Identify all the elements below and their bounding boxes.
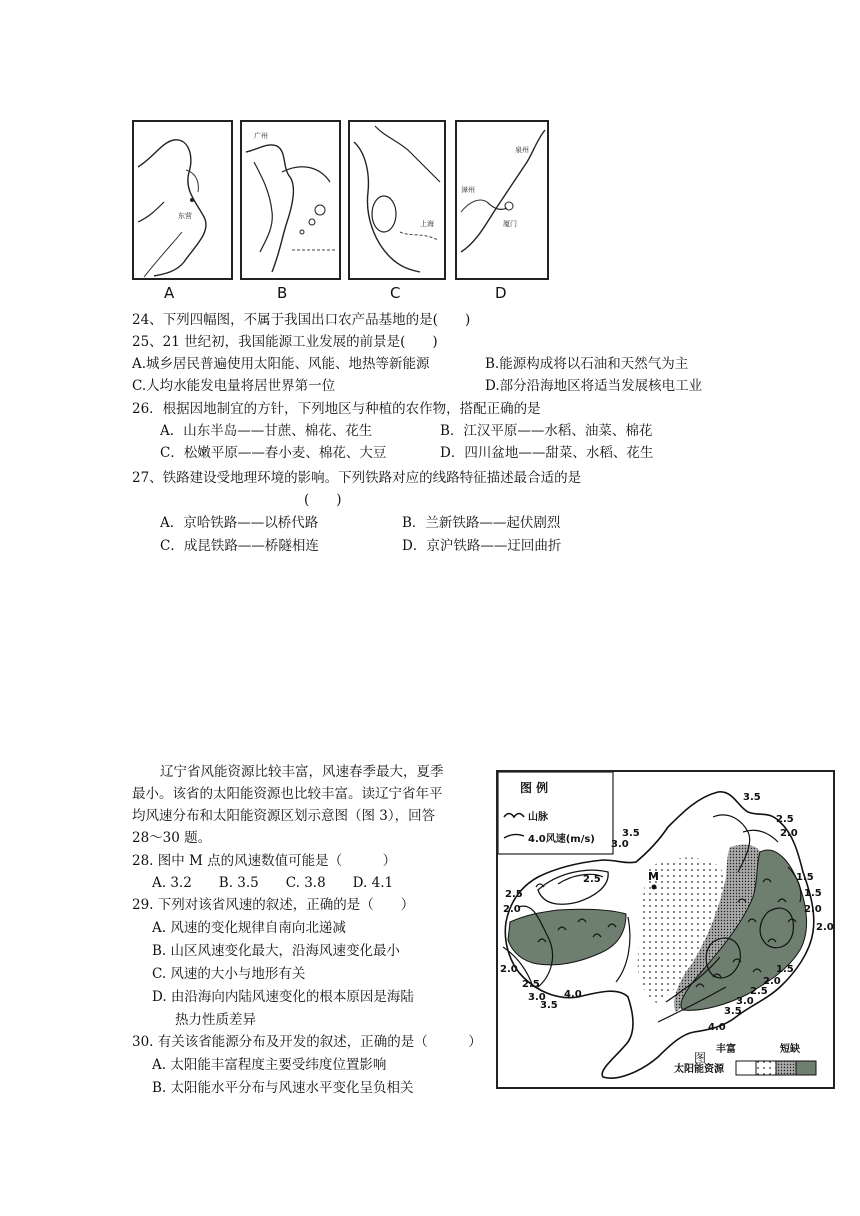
iso-label: 3.5 bbox=[622, 828, 640, 839]
map-d-drawing bbox=[457, 122, 547, 278]
map-d-city-label-1: 泉州 bbox=[515, 146, 529, 154]
map-c bbox=[348, 120, 446, 280]
intro-line-3: 均风速分布和太阳能资源区划示意图（图 3），回答 bbox=[132, 808, 436, 824]
map-letter-a: A bbox=[164, 284, 175, 302]
question-29-option-d-line-2: 热力性质差异 bbox=[175, 1012, 256, 1028]
map-a-city-label: 东营 bbox=[178, 212, 192, 220]
question-26-option-d: D．四川盆地——甜菜、水稻、花生 bbox=[440, 445, 654, 461]
map-a bbox=[132, 120, 233, 280]
question-29-stem: 29. 下列对该省风速的叙述，正确的是（ ） bbox=[132, 897, 415, 913]
intro-line-4: 28～30 题。 bbox=[132, 830, 212, 846]
figure-3-map bbox=[496, 770, 835, 1089]
map-d-city-label-2: 漳州 bbox=[461, 186, 475, 194]
question-29-option-b: B. 山区风速变化最大，沿海风速变化最小 bbox=[152, 943, 401, 959]
question-27-stem: 27、铁路建设受地理环境的影响。下列铁路对应的线路特征描述最合适的是 bbox=[132, 470, 582, 486]
map-c-drawing bbox=[350, 122, 444, 278]
iso-label: 4.0 bbox=[564, 989, 582, 1000]
solar-resource-label: 太阳能资源 bbox=[674, 1064, 724, 1075]
question-30-stem: 30. 有关该省能源分布及开发的叙述，正确的是（ ） bbox=[132, 1034, 482, 1050]
question-30-option-b: B. 太阳能水平分布与风速水平变化呈负相关 bbox=[152, 1080, 414, 1096]
iso-label: 1.5 bbox=[776, 964, 794, 975]
question-25-stem: 25、21 世纪初，我国能源工业发展的前景是( ) bbox=[132, 334, 438, 350]
iso-label: 3.5 bbox=[743, 792, 761, 803]
question-27-option-c: C．成昆铁路——桥隧相连 bbox=[160, 538, 319, 554]
iso-label: 3.0 bbox=[528, 992, 546, 1003]
iso-label: 2.0 bbox=[804, 904, 822, 915]
iso-label: 2.5 bbox=[505, 889, 523, 900]
question-25-option-b: B.能源构成将以石油和天然气为主 bbox=[485, 356, 689, 372]
map-d-city-label-3: 厦门 bbox=[503, 220, 517, 228]
map-letter-b: B bbox=[277, 284, 288, 302]
iso-label: 3.5 bbox=[540, 1000, 558, 1011]
figure-label: 图 bbox=[694, 1051, 707, 1065]
iso-label: 3.0 bbox=[736, 996, 754, 1007]
solar-poor-label: 短缺 bbox=[780, 1044, 800, 1055]
map-b bbox=[240, 120, 341, 280]
question-28-stem: 28. 图中 M 点的风速数值可能是（ ） bbox=[132, 853, 397, 869]
question-26-option-a: A．山东半岛——甘蔗、棉花、花生 bbox=[160, 423, 373, 439]
iso-label: 1.5 bbox=[796, 872, 814, 883]
point-m bbox=[652, 885, 657, 890]
iso-label: 3.0 bbox=[611, 839, 629, 850]
iso-label: 2.0 bbox=[780, 828, 798, 839]
iso-label: 2.0 bbox=[816, 922, 833, 933]
iso-label: 1.5 bbox=[804, 888, 822, 899]
question-25-option-c: C.人均水能发电量将居世界第一位 bbox=[132, 378, 336, 394]
iso-label: 2.0 bbox=[763, 976, 781, 987]
iso-label: 2.5 bbox=[522, 979, 540, 990]
legend-title: 图 例 bbox=[520, 781, 549, 795]
question-24: 24、下列四幅图，不属于我国出口农产品基地的是( ) bbox=[132, 312, 471, 328]
iso-label: 4.0 bbox=[708, 1022, 726, 1033]
intro-line-2: 最小。该省的太阳能资源也比较丰富。读辽宁省年平 bbox=[132, 786, 443, 802]
question-26-option-b: B．江汉平原——水稻、油菜、棉花 bbox=[440, 423, 653, 439]
figure-3-drawing bbox=[498, 772, 833, 1087]
iso-label: 3.5 bbox=[724, 1006, 742, 1017]
legend-mountain-label: 山脉 bbox=[528, 812, 548, 823]
intro-line-1: 辽宁省风能资源比较丰富，风速春季最大，夏季 bbox=[160, 764, 444, 780]
map-b-city-label: 广州 bbox=[254, 132, 268, 140]
iso-label: 2.0 bbox=[503, 904, 521, 915]
question-27-paren: ( ) bbox=[304, 492, 342, 508]
question-27-option-d: D．京沪铁路——迂回曲折 bbox=[402, 538, 562, 554]
question-27-option-b: B．兰新铁路——起伏剧烈 bbox=[402, 515, 561, 531]
point-m-label: M bbox=[648, 870, 659, 883]
question-30-option-a: A. 太阳能丰富程度主要受纬度位置影响 bbox=[152, 1057, 387, 1073]
iso-label: 2.5 bbox=[776, 814, 794, 825]
map-d bbox=[455, 120, 549, 280]
question-29-option-a: A. 风速的变化规律自南向北递减 bbox=[152, 920, 346, 936]
question-27-option-a: A．京哈铁路——以桥代路 bbox=[160, 515, 319, 531]
question-26-stem: 26．根据因地制宜的方针，下列地区与种植的农作物，搭配正确的是 bbox=[132, 401, 541, 417]
question-29-option-d-line-1: D. 由沿海向内陆风速变化的根本原因是海陆 bbox=[152, 989, 414, 1005]
map-a-drawing bbox=[134, 122, 231, 278]
map-c-city-label: 上海 bbox=[420, 220, 434, 228]
question-29-option-c: C. 风速的大小与地形有关 bbox=[152, 966, 306, 982]
iso-label: 2.0 bbox=[500, 964, 518, 975]
map-b-drawing bbox=[242, 122, 339, 278]
solar-legend-scale bbox=[736, 1061, 816, 1075]
map-letter-c: C bbox=[390, 284, 401, 302]
legend-isoline-label: 4.0风速(m/s) bbox=[528, 834, 595, 845]
iso-label: 2.5 bbox=[583, 874, 601, 885]
iso-label: 2.5 bbox=[750, 986, 768, 997]
question-28-options: A. 3.2 B. 3.5 C. 3.8 D. 4.1 bbox=[152, 875, 394, 891]
solar-rich-label: 丰富 bbox=[716, 1044, 736, 1055]
question-25-option-a: A.城乡居民普遍使用太阳能、风能、地热等新能源 bbox=[132, 356, 430, 372]
question-26-option-c: C．松嫩平原——春小麦、棉花、大豆 bbox=[160, 445, 387, 461]
map-letter-d: D bbox=[495, 284, 507, 302]
question-25-option-d: D.部分沿海地区将适当发展核电工业 bbox=[485, 378, 703, 394]
